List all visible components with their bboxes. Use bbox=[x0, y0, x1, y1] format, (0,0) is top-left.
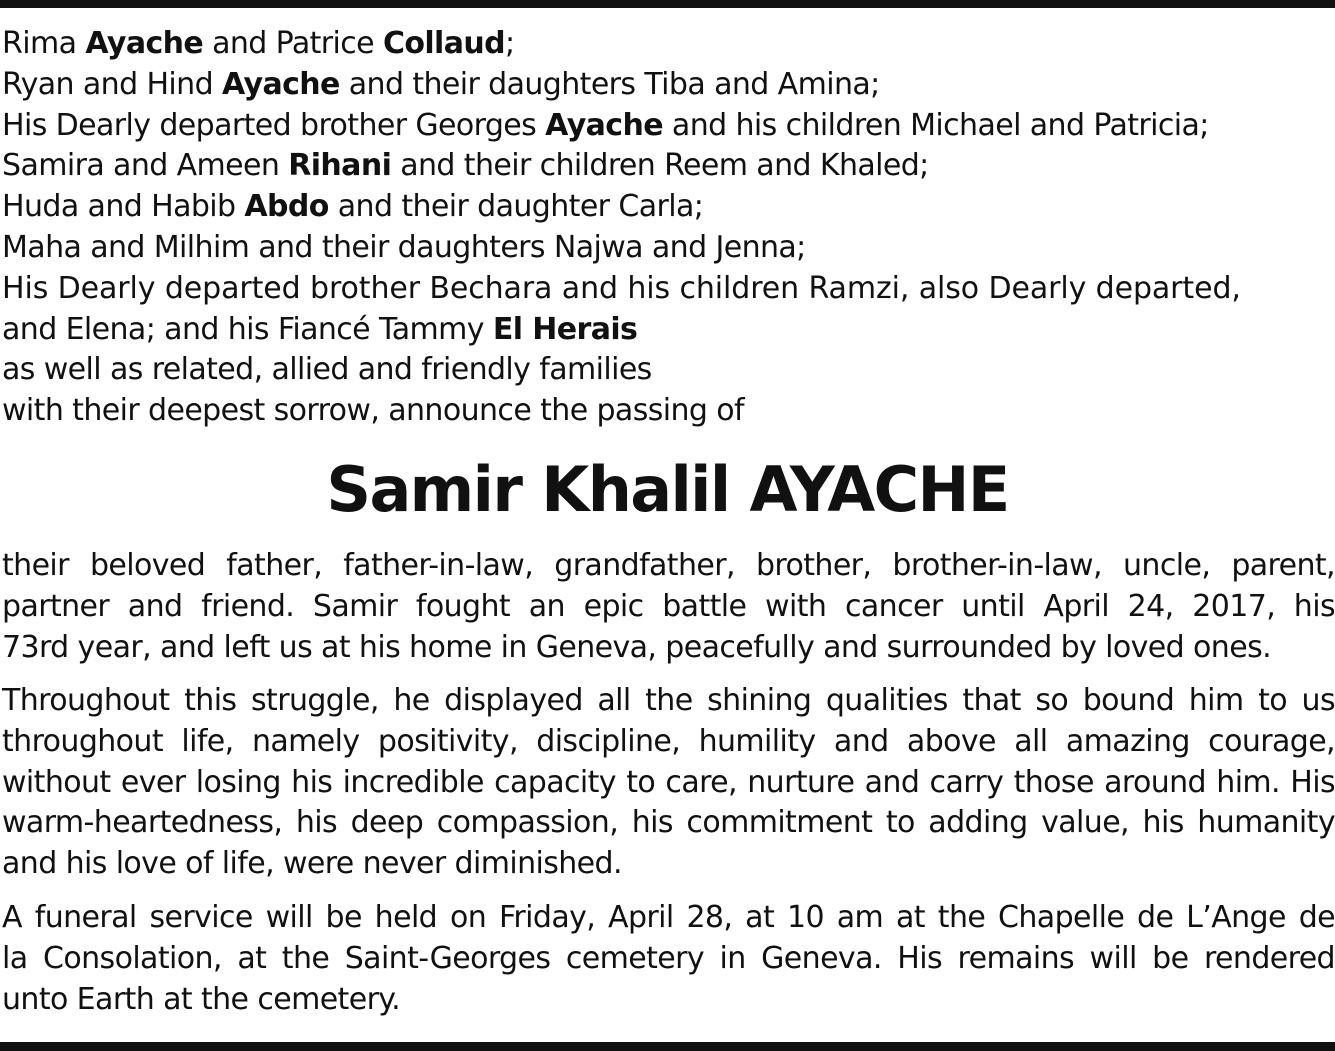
family-surname: Abdo bbox=[244, 189, 329, 225]
paragraph-line: warm-heartedness, his deep compassion, his commitment to adding value, his humanity bbox=[2, 805, 1335, 841]
top-rule bbox=[0, 0, 1335, 8]
family-line bbox=[2, 106, 1335, 147]
paragraph-line: 73rd year, and left us at his home in Geneva, peacefully and surrounded by loved ones. bbox=[2, 629, 1272, 665]
family-text: Ryan and Hind bbox=[2, 66, 222, 102]
family-text: His Dearly departed brother Georges bbox=[2, 107, 546, 143]
family-text: and his children Michael and Patricia; bbox=[662, 107, 1209, 143]
family-list bbox=[2, 24, 1335, 432]
family-text: and their children Reem and Khaled; bbox=[391, 148, 929, 184]
family-surname: Ayache bbox=[221, 66, 340, 102]
paragraph-tribute bbox=[2, 546, 1335, 668]
paragraph-line: their beloved father, father-in-law, grandfather, brother, brother-in-law, uncle, parent, bbox=[2, 548, 1335, 583]
paragraph-line: and his love of life, were never diminished. bbox=[2, 846, 622, 882]
family-text: and Elena; and his Fiancé Tammy bbox=[2, 311, 493, 347]
bottom-rule bbox=[0, 1042, 1335, 1051]
family-line: Maha and Milhim and their daughters Najwa and Jenna; bbox=[2, 229, 806, 265]
family-line bbox=[2, 65, 1335, 106]
family-surname: Rihani bbox=[288, 148, 392, 184]
paragraph-line: without ever losing his incredible capacity to care, nurture and carry those around him. His bbox=[2, 764, 1335, 800]
family-surname: Ayache bbox=[545, 107, 663, 143]
paragraph-line: A funeral service will be held on Friday, April 28, at 10 am at the Chapelle de L’Ange de bbox=[2, 900, 1335, 935]
family-surname: El Herais bbox=[492, 311, 638, 347]
family-text: and their daughters Tiba and Amina; bbox=[339, 66, 880, 102]
paragraph-funeral bbox=[2, 898, 1335, 1020]
deceased-name: Samir Khalil AYACHE bbox=[326, 453, 1009, 526]
family-line bbox=[2, 310, 1335, 351]
family-surname: Ayache bbox=[85, 26, 204, 61]
family-line bbox=[2, 187, 1335, 228]
family-text: Samira and Ameen bbox=[2, 148, 289, 184]
family-line bbox=[2, 146, 1335, 187]
family-surname: Collaud bbox=[382, 26, 506, 61]
paragraph-line: la Consolation, at the Saint-Georges cemetery in Geneva. His remains will be rendered bbox=[2, 940, 1335, 976]
paragraph-line: throughout life, namely positivity, discipline, humility and above all amazing courage, bbox=[2, 723, 1335, 759]
family-text: Rima bbox=[2, 26, 86, 61]
paragraph-line: partner and friend. Samir fought an epic battle with cancer until April 24, 2017, his bbox=[2, 588, 1335, 624]
family-line: His Dearly departed brother Bechara and his children Ramzi, also Dearly departed, bbox=[2, 270, 1241, 306]
family-text: ; bbox=[505, 26, 515, 61]
paragraph-line: Throughout this struggle, he displayed all the shining qualities that so bound him to us bbox=[2, 683, 1335, 718]
family-line: as well as related, allied and friendly families bbox=[2, 352, 652, 388]
family-text: and their daughter Carla; bbox=[328, 189, 704, 225]
family-text: and Patrice bbox=[203, 26, 383, 61]
family-text: Huda and Habib bbox=[2, 189, 245, 225]
paragraph-line: unto Earth at the cemetery. bbox=[2, 981, 401, 1017]
family-line: with their deepest sorrow, announce the passing of bbox=[2, 393, 745, 429]
paragraph-struggle bbox=[2, 681, 1335, 885]
family-line bbox=[2, 24, 1335, 65]
